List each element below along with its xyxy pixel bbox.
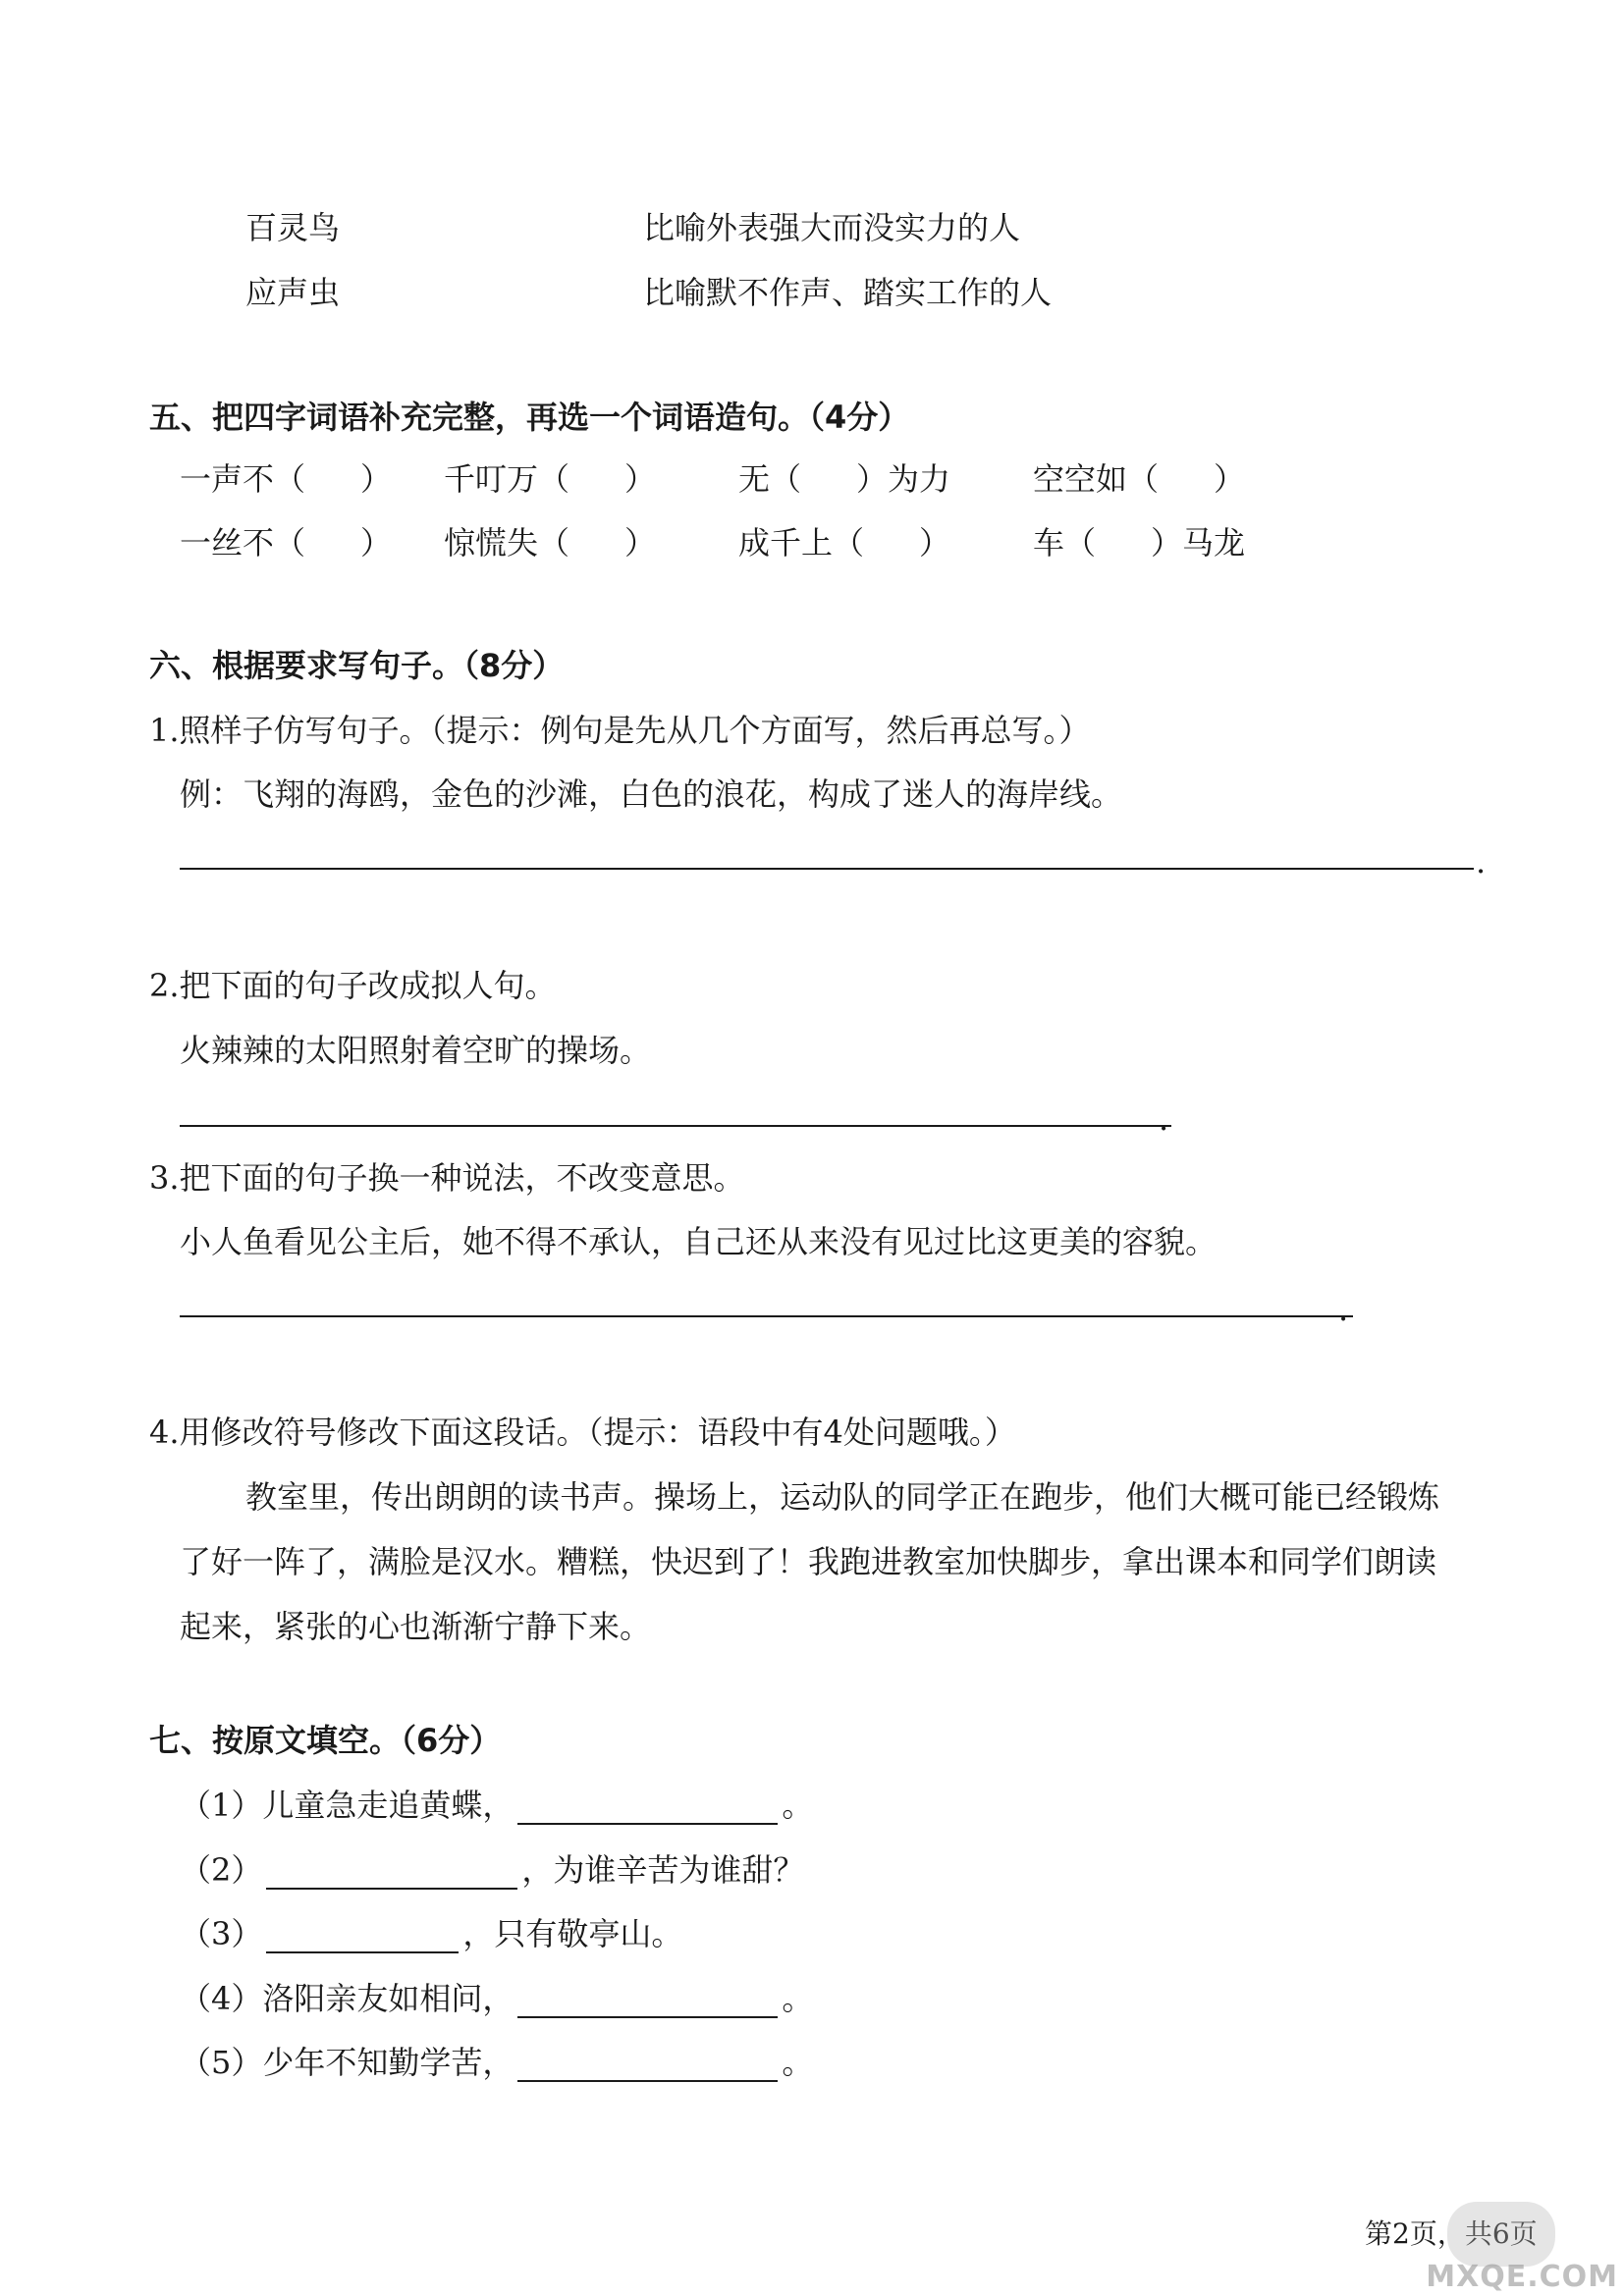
q4-para-line-1: 教室里，传出朗朗的读书声。操场上，运动队的同学正在跑步，他们大概可能已经锻炼: [245, 1478, 1440, 1516]
q1-answer-line[interactable]: [180, 868, 1474, 870]
fill-blank-5[interactable]: [517, 2051, 778, 2082]
fill-before-4: 洛阳亲友如相问，: [262, 1980, 514, 2017]
q1-period: .: [1476, 843, 1487, 881]
q4-para-line-2: 了好一阵了，满脸是汉水。糟糕，快迟到了！我跑进教室加快脚步，拿出课本和同学们朗读: [180, 1543, 1437, 1580]
q2-sentence: 火辣辣的太阳照射着空旷的操场。: [180, 1032, 652, 1069]
fill-after-1: 。: [782, 1787, 814, 1824]
idiom-3[interactable]: 无（ ）为力: [738, 460, 951, 498]
idiom-8[interactable]: 车（ ）马龙: [1033, 524, 1246, 561]
fill-item-1: [180, 1786, 813, 1825]
fill-num-5: （5）: [180, 2044, 263, 2081]
fill-after-5: 。: [782, 2044, 814, 2081]
match-left-1: 百灵鸟: [245, 209, 341, 246]
section5-title: 五、把四字词语补充完整，再选一个词语造句。（4分）: [149, 399, 910, 436]
idiom-5[interactable]: 一丝不（ ）: [180, 524, 393, 561]
watermark-logo-icon: [1447, 2202, 1555, 2267]
fill-num-4: （4）: [180, 1980, 263, 2017]
idiom-2[interactable]: 千叮万（ ）: [444, 460, 657, 498]
fill-blank-4[interactable]: [517, 1987, 778, 2018]
q3-period: .: [1338, 1291, 1349, 1328]
fill-item-4: [180, 1979, 813, 2018]
fill-num-3: （3）: [180, 1915, 263, 1952]
match-left-2: 应声虫: [245, 274, 341, 311]
fill-after-2: ，为谁辛苦为谁甜？: [521, 1851, 805, 1889]
section7-title: 七、按原文填空。（6分）: [149, 1722, 502, 1759]
page-number: 第2页，共6页: [1365, 2217, 1538, 2250]
fill-blank-3[interactable]: [266, 1922, 459, 1953]
idiom-7[interactable]: 成千上（ ）: [738, 524, 951, 561]
fill-item-3: [180, 1914, 682, 1953]
fill-before-5: 少年不知勤学苦，: [262, 2044, 514, 2081]
q2-period: .: [1159, 1100, 1169, 1138]
watermark-text: MXQE.COM: [1426, 2260, 1618, 2294]
fill-blank-2[interactable]: [266, 1858, 517, 1890]
q2-answer-line[interactable]: [180, 1125, 1171, 1127]
fill-before-1: 儿童急走追黄蝶，: [262, 1787, 514, 1824]
idiom-4[interactable]: 空空如（ ）: [1033, 460, 1246, 498]
q3-answer-line[interactable]: [180, 1315, 1353, 1317]
match-right-1: 比喻外表强大而没实力的人: [643, 209, 1021, 246]
fill-blank-1[interactable]: [517, 1793, 778, 1825]
q4-prompt: 4.用修改符号修改下面这段话。（提示：语段中有4处问题哦。）: [149, 1414, 1016, 1451]
q1-example: 例：飞翔的海鸥，金色的沙滩，白色的浪花，构成了迷人的海岸线。: [180, 775, 1123, 813]
q3-prompt: 3.把下面的句子换一种说法，不改变意思。: [149, 1159, 745, 1197]
q2-prompt: 2.把下面的句子改成拟人句。: [149, 967, 557, 1004]
fill-after-4: 。: [782, 1980, 814, 2017]
fill-item-2: [180, 1850, 804, 1890]
fill-item-5: [180, 2043, 813, 2082]
fill-after-3: ，只有敬亭山。: [462, 1915, 683, 1952]
match-right-2: 比喻默不作声、踏实工作的人: [643, 274, 1053, 311]
q4-para-line-3: 起来，紧张的心也渐渐宁静下来。: [180, 1608, 652, 1645]
idiom-6[interactable]: 惊慌失（ ）: [444, 524, 657, 561]
q1-prompt: 1.照样子仿写句子。（提示：例句是先从几个方面写，然后再总写。）: [149, 712, 1091, 749]
fill-num-1: （1）: [180, 1787, 263, 1824]
idiom-1[interactable]: 一声不（ ）: [180, 460, 393, 498]
section6-title: 六、根据要求写句子。（8分）: [149, 647, 565, 684]
q3-sentence: 小人鱼看见公主后，她不得不承认，自己还从来没有见过比这更美的容貌。: [180, 1223, 1218, 1260]
fill-num-2: （2）: [180, 1851, 263, 1889]
